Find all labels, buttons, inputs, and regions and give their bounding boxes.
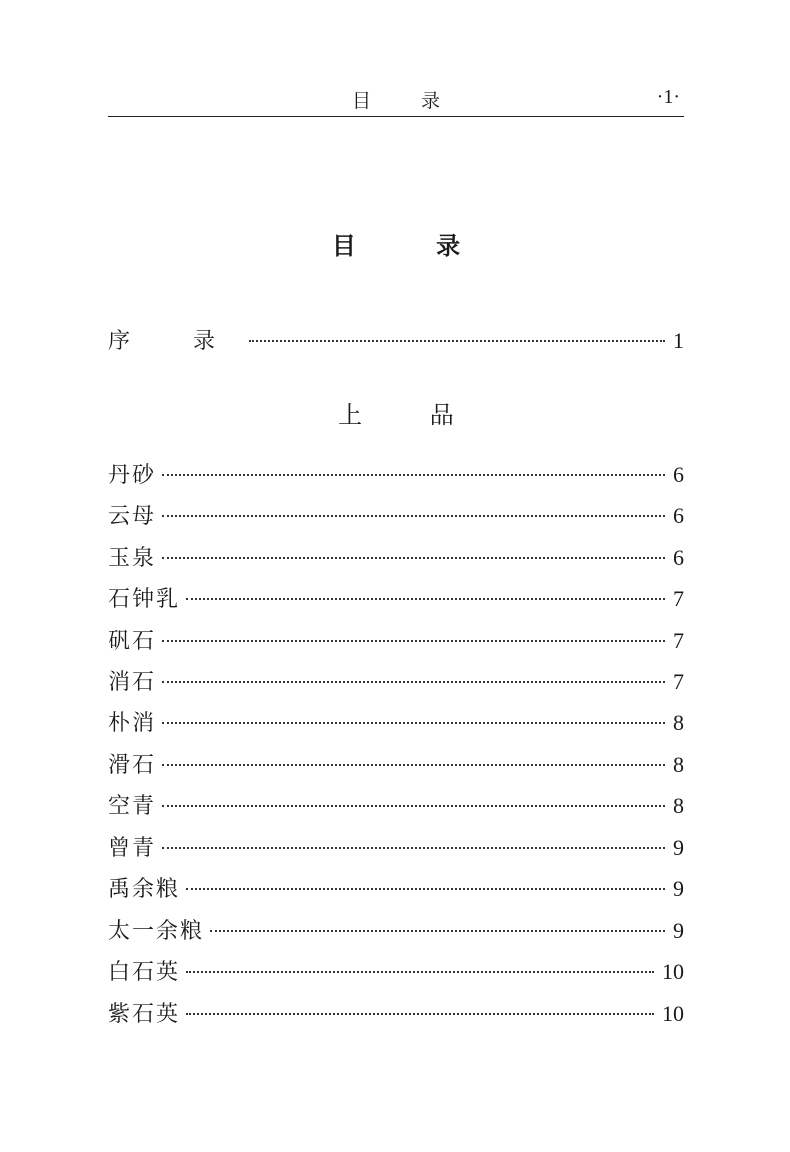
entry-page-number: 6 (673, 545, 684, 570)
toc-entry[interactable] (108, 706, 684, 736)
toc-entry[interactable] (108, 458, 684, 488)
entry-page-number: 7 (673, 586, 684, 611)
entry-page-number: 1 (673, 328, 684, 353)
entry-label: 矾石 (108, 629, 157, 654)
entry-page-number: 6 (673, 503, 684, 528)
entry-page-number: 10 (662, 959, 684, 984)
toc-entry[interactable] (108, 582, 684, 612)
entry-label: 曾青 (108, 836, 157, 861)
entry-label: 云母 (108, 504, 157, 529)
section-heading: 上 品 (338, 401, 484, 429)
dot-leader (210, 930, 665, 932)
dot-leader (162, 474, 665, 476)
entry-label: 空青 (108, 794, 157, 819)
dot-leader (162, 764, 665, 766)
dot-leader (162, 557, 665, 559)
toc-title: 目 录 (331, 232, 497, 260)
toc-entry[interactable] (108, 541, 684, 571)
entry-label: 白石英 (108, 960, 181, 985)
toc-entry[interactable] (108, 499, 684, 529)
entry-label: 太一余粮 (108, 919, 205, 944)
entry-label: 朴消 (108, 711, 157, 736)
dot-leader (186, 1013, 654, 1015)
dot-leader (162, 805, 665, 807)
toc-entry[interactable] (108, 831, 684, 861)
toc-entry-preface[interactable] (108, 324, 684, 354)
dot-leader (186, 888, 665, 890)
dot-leader (162, 515, 665, 517)
entry-page-number: 10 (662, 1001, 684, 1026)
dot-leader (162, 847, 665, 849)
entry-label: 紫石英 (108, 1002, 181, 1027)
entry-page-number: 8 (673, 793, 684, 818)
toc-entry[interactable] (108, 997, 684, 1027)
toc-entry[interactable] (108, 624, 684, 654)
entry-label: 序 录 (108, 329, 243, 354)
entry-label: 消石 (108, 670, 157, 695)
toc-entry[interactable] (108, 748, 684, 778)
dot-leader (162, 722, 665, 724)
entry-page-number: 7 (673, 628, 684, 653)
toc-entry[interactable] (108, 955, 684, 985)
entry-page-number: 7 (673, 669, 684, 694)
entry-page-number: 8 (673, 752, 684, 777)
toc-entry[interactable] (108, 789, 684, 819)
entry-label: 石钟乳 (108, 587, 181, 612)
running-header (108, 84, 684, 117)
dot-leader (249, 340, 665, 342)
toc-entry[interactable] (108, 665, 684, 695)
entry-label: 禹余粮 (108, 877, 181, 902)
entry-page-number: 9 (673, 835, 684, 860)
toc-entry[interactable] (108, 914, 684, 944)
entry-label: 丹砂 (108, 463, 157, 488)
entry-page-number: 6 (673, 462, 684, 487)
running-title: 目 录 (351, 90, 463, 112)
page-number: ·1· (656, 86, 680, 108)
entry-page-number: 9 (673, 876, 684, 901)
toc-entry[interactable] (108, 872, 684, 902)
dot-leader (162, 640, 665, 642)
entry-page-number: 9 (673, 918, 684, 943)
dot-leader (186, 971, 654, 973)
dot-leader (186, 598, 665, 600)
entry-label: 玉泉 (108, 546, 157, 571)
entry-page-number: 8 (673, 710, 684, 735)
entry-label: 滑石 (108, 753, 157, 778)
dot-leader (162, 681, 665, 683)
